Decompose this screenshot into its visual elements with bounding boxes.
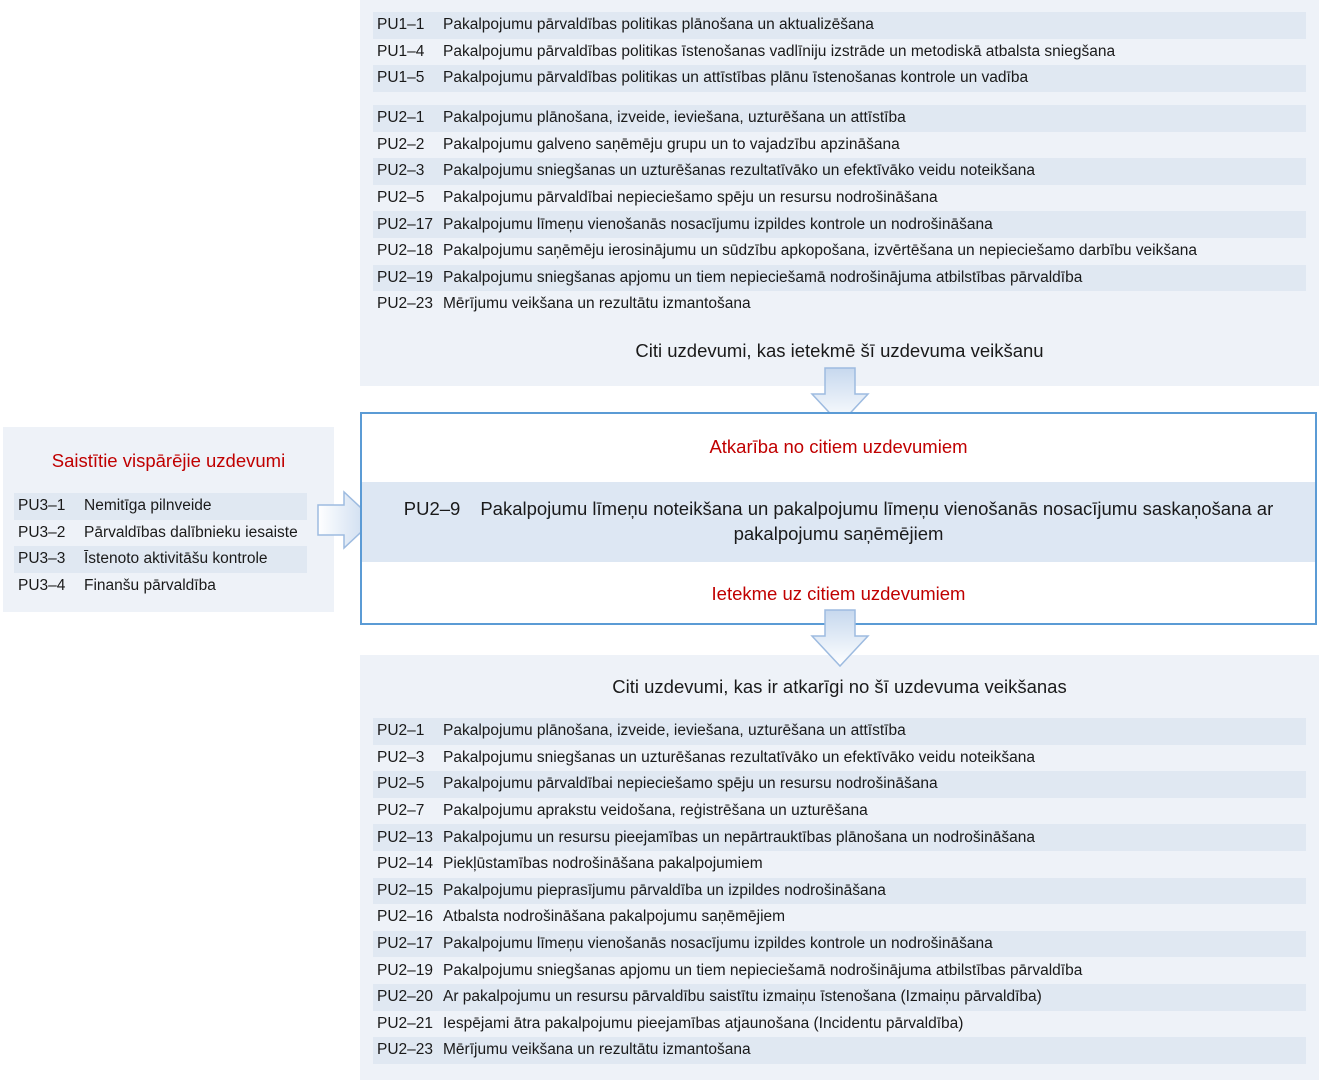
list-item: PU2–20 Ar pakalpojumu un resursu pārvaldību saistītu izmaiņu īstenošana (Izmaiņu pārvaldība) [373,984,1306,1011]
related-general-tasks-list [14,493,307,599]
dependent-tasks-caption: Citi uzdevumi, kas ir atkarīgi no šī uzdevuma veikšanas [612,676,1067,697]
list-item: PU3–4 Finanšu pārvaldība [14,573,307,600]
list-item: PU2–18 Pakalpojumu saņēmēju ierosinājumu un sūdzību apkopošana, izvērtēšana un nepieciešamo darbību veikšana [373,238,1306,265]
main-task-text: Pakalpojumu līmeņu noteikšana un pakalpojumu līmeņu vienošanās nosacījumu saskaņošana ar pakalpojumu saņēmējiem [480,498,1274,544]
list-item: PU2–19 Pakalpojumu sniegšanas apjomu un tiem nepieciešamā nodrošinājuma atbilstības pārvaldība [373,265,1306,292]
main-task [386,496,1291,546]
list-item: PU3–2 Pārvaldības dalībnieku iesaiste [14,520,307,547]
influencing-tasks-group-2 [373,105,1306,318]
list-item: PU1–5 Pakalpojumu pārvaldības politikas un attīstības plānu īstenošanas kontrole un vadība [373,65,1306,92]
list-item: PU2–7 Pakalpojumu aprakstu veidošana, reģistrēšana un uzturēšana [373,798,1306,825]
list-item: PU2–14 Piekļūstamības nodrošināšana pakalpojumiem [373,851,1306,878]
list-item: PU2–16 Atbalsta nodrošināšana pakalpojumu saņēmējiem [373,904,1306,931]
influencing-tasks-group-1 [373,12,1306,92]
list-item: PU3–1 Nemitīga pilnveide [14,493,307,520]
list-item: PU2–15 Pakalpojumu pieprasījumu pārvaldība un izpildes nodrošināšana [373,878,1306,905]
list-item: PU2–21 Iespējami ātra pakalpojumu pieejamības atjaunošana (Incidentu pārvaldība) [373,1011,1306,1038]
list-item: PU2–5 Pakalpojumu pārvaldībai nepieciešamo spēju un resursu nodrošināšana [373,771,1306,798]
list-item: PU2–1 Pakalpojumu plānošana, izveide, ieviešana, uzturēšana un attīstība [373,105,1306,132]
influencing-tasks-caption: Citi uzdevumi, kas ietekmē šī uzdevuma veikšanu [635,340,1044,361]
list-item: PU2–23 Mērījumu veikšana un rezultātu izmantošana [373,1037,1306,1064]
list-item: PU3–3 Īstenoto aktivitāšu kontrole [14,546,307,573]
list-item: PU1–1 Pakalpojumu pārvaldības politikas plānošana un aktualizēšana [373,12,1306,39]
list-item: PU2–2 Pakalpojumu galveno saņēmēju grupu un to vajadzību apzināšana [373,132,1306,159]
main-task-box [360,412,1317,625]
arrow-down-icon [810,610,870,668]
list-item: PU2–23 Mērījumu veikšana un rezultātu izmantošana [373,291,1306,318]
list-item: PU2–3 Pakalpojumu sniegšanas un uzturēšanas rezultatīvāko un efektīvāko veidu noteikšana [373,745,1306,772]
list-item: PU2–13 Pakalpojumu un resursu pieejamības un nepārtrauktības plānošana un nodrošināšana [373,824,1306,851]
list-item: PU2–5 Pakalpojumu pārvaldībai nepieciešamo spēju un resursu nodrošināšana [373,185,1306,212]
dependent-tasks-list [373,718,1306,1064]
list-item: PU2–3 Pakalpojumu sniegšanas un uzturēšanas rezultatīvāko un efektīvāko veidu noteikšana [373,158,1306,185]
list-item: PU1–4 Pakalpojumu pārvaldības politikas īstenošanas vadlīniju izstrāde un metodiskā atbalsta sniegšana [373,39,1306,66]
list-item: PU2–1 Pakalpojumu plānošana, izveide, ieviešana, uzturēšana un attīstība [373,718,1306,745]
list-item: PU2–17 Pakalpojumu līmeņu vienošanās nosacījumu izpildes kontrole un nodrošināšana [373,931,1306,958]
main-task-code: PU2–9 [403,498,461,519]
related-general-tasks-title: Saistītie vispārējie uzdevumi [51,450,286,471]
dependency-label: Atkarība no citiem uzdevumiem [709,436,968,457]
list-item: PU2–19 Pakalpojumu sniegšanas apjomu un tiem nepieciešamā nodrošinājuma atbilstības pārvaldība [373,957,1306,984]
list-item: PU2–17 Pakalpojumu līmeņu vienošanās nosacījumu izpildes kontrole un nodrošināšana [373,211,1306,238]
influence-label: Ietekme uz citiem uzdevumiem [711,583,966,604]
